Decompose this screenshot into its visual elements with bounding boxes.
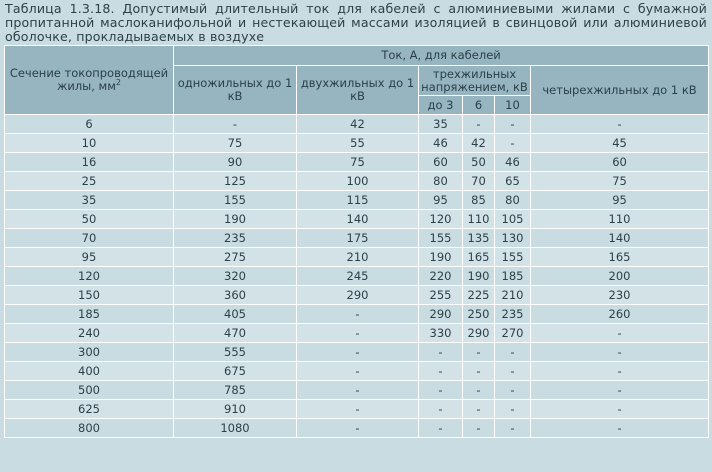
section-header-exponent: 2 (115, 78, 122, 88)
four-core-cell: 75 (531, 172, 709, 191)
two-core-cell: 100 (297, 172, 419, 191)
two-core-cell: - (297, 362, 419, 381)
three-core-6-cell: 135 (463, 229, 495, 248)
two-core-cell: 42 (297, 115, 419, 134)
single-core-header: одножильных до 1 кВ (174, 66, 297, 115)
two-core-cell: 290 (297, 286, 419, 305)
table-row (5, 153, 709, 172)
single-core-cell: 275 (174, 248, 297, 267)
three-core-10-cell: - (495, 362, 531, 381)
two-core-cell: 245 (297, 267, 419, 286)
three-core-6-header: 6 (463, 96, 495, 115)
three-core-6-cell: 190 (463, 267, 495, 286)
table-row (5, 172, 709, 191)
three-core-10-cell: 80 (495, 191, 531, 210)
three-core-6-cell: 290 (463, 324, 495, 343)
single-core-cell: 785 (174, 381, 297, 400)
three-core-up-to-3-cell: 80 (419, 172, 463, 191)
section-header-label: Сечение токопроводящей жилы, мм (9, 66, 169, 93)
table-row (5, 305, 709, 324)
four-core-cell: - (531, 324, 709, 343)
three-core-up-to-3-cell: 155 (419, 229, 463, 248)
table-body (5, 115, 709, 438)
three-core-up-to-3-cell: - (419, 343, 463, 362)
four-core-cell: 45 (531, 134, 709, 153)
four-core-cell: 60 (531, 153, 709, 172)
single-core-cell: 675 (174, 362, 297, 381)
two-core-cell: - (297, 400, 419, 419)
single-core-cell: 90 (174, 153, 297, 172)
three-core-6-cell: - (463, 381, 495, 400)
three-core-6-cell: 110 (463, 210, 495, 229)
four-core-cell: 110 (531, 210, 709, 229)
table-row (5, 115, 709, 134)
two-core-cell: 55 (297, 134, 419, 153)
three-core-6-cell: 42 (463, 134, 495, 153)
three-core-10-cell: 105 (495, 210, 531, 229)
three-core-up-to-3-cell: 46 (419, 134, 463, 153)
two-core-cell: 175 (297, 229, 419, 248)
three-core-up-to-3-cell: 95 (419, 191, 463, 210)
table-row (5, 362, 709, 381)
three-core-6-cell: 165 (463, 248, 495, 267)
four-core-cell: - (531, 362, 709, 381)
two-core-cell: - (297, 343, 419, 362)
single-core-cell: 190 (174, 210, 297, 229)
three-core-up-to-3-cell: 120 (419, 210, 463, 229)
three-core-10-cell: - (495, 343, 531, 362)
three-core-10-cell: - (495, 419, 531, 438)
three-core-up-to-3-cell: - (419, 381, 463, 400)
four-core-cell: - (531, 343, 709, 362)
three-core-10-cell: - (495, 381, 531, 400)
section-cell: 25 (5, 172, 174, 191)
section-cell: 6 (5, 115, 174, 134)
two-core-cell: - (297, 305, 419, 324)
table-row (5, 229, 709, 248)
table-row (5, 343, 709, 362)
three-core-up-to-3-cell: - (419, 400, 463, 419)
four-core-cell: - (531, 381, 709, 400)
three-core-up-to-3-cell: - (419, 362, 463, 381)
section-cell: 400 (5, 362, 174, 381)
four-core-cell: 260 (531, 305, 709, 324)
table-row (5, 191, 709, 210)
three-core-6-cell: 85 (463, 191, 495, 210)
table-row (5, 267, 709, 286)
two-core-cell: - (297, 324, 419, 343)
section-cell: 10 (5, 134, 174, 153)
three-core-6-cell: - (463, 362, 495, 381)
single-core-cell: 320 (174, 267, 297, 286)
table-row (5, 134, 709, 153)
table-row (5, 248, 709, 267)
three-core-up-to-3-cell: - (419, 419, 463, 438)
three-core-6-cell: - (463, 343, 495, 362)
three-core-10-cell: 235 (495, 305, 531, 324)
single-core-cell: 405 (174, 305, 297, 324)
two-core-cell: 210 (297, 248, 419, 267)
two-core-cell: 115 (297, 191, 419, 210)
three-core-10-cell: 185 (495, 267, 531, 286)
three-core-10-cell: - (495, 400, 531, 419)
section-cell: 300 (5, 343, 174, 362)
three-core-6-cell: 225 (463, 286, 495, 305)
three-core-up-to-3-cell: 35 (419, 115, 463, 134)
four-core-cell: 200 (531, 267, 709, 286)
table-row (5, 286, 709, 305)
table-row (5, 210, 709, 229)
three-core-up-to-3-cell: 190 (419, 248, 463, 267)
three-core-6-cell: 70 (463, 172, 495, 191)
four-core-cell: - (531, 400, 709, 419)
current-table (4, 45, 709, 438)
three-core-10-header: 10 (495, 96, 531, 115)
section-cell: 240 (5, 324, 174, 343)
two-core-cell: - (297, 419, 419, 438)
section-cell: 16 (5, 153, 174, 172)
four-core-cell: 165 (531, 248, 709, 267)
three-core-10-cell: - (495, 134, 531, 153)
three-core-10-cell: 65 (495, 172, 531, 191)
table-row (5, 400, 709, 419)
single-core-cell: 470 (174, 324, 297, 343)
single-core-cell: 235 (174, 229, 297, 248)
single-core-cell: - (174, 115, 297, 134)
three-core-up-to-3-cell: 60 (419, 153, 463, 172)
section-cell: 500 (5, 381, 174, 400)
three-core-10-cell: 130 (495, 229, 531, 248)
single-core-cell: 1080 (174, 419, 297, 438)
four-core-cell: - (531, 419, 709, 438)
single-core-cell: 75 (174, 134, 297, 153)
four-core-cell: - (531, 115, 709, 134)
four-core-cell: 140 (531, 229, 709, 248)
table-row (5, 381, 709, 400)
section-cell: 70 (5, 229, 174, 248)
section-cell: 800 (5, 419, 174, 438)
section-cell: 185 (5, 305, 174, 324)
single-core-cell: 910 (174, 400, 297, 419)
three-core-6-cell: - (463, 115, 495, 134)
four-core-cell: 230 (531, 286, 709, 305)
three-core-10-cell: 155 (495, 248, 531, 267)
three-core-6-cell: - (463, 400, 495, 419)
two-core-cell: 140 (297, 210, 419, 229)
three-core-up-to-3-cell: 255 (419, 286, 463, 305)
two-core-header: двухжильных до 1 кВ (297, 66, 419, 115)
three-core-10-cell: 46 (495, 153, 531, 172)
section-cell: 95 (5, 248, 174, 267)
table-row (5, 419, 709, 438)
three-core-10-cell: - (495, 115, 531, 134)
single-core-cell: 155 (174, 191, 297, 210)
table-caption: Таблица 1.3.18. Допустимый длительный ток для кабелей с алюминиевыми жилами с бумажной пропитанной маслоканифольной и нестекающей массами изоляцией в свинцовой или алюминиевой оболочке, прокладываемых в воздухе (5, 1, 707, 44)
three-core-up-to-3-cell: 330 (419, 324, 463, 343)
two-core-cell: 75 (297, 153, 419, 172)
two-core-cell: - (297, 381, 419, 400)
section-header (5, 46, 174, 115)
three-core-10-cell: 270 (495, 324, 531, 343)
three-core-6-cell: 50 (463, 153, 495, 172)
single-core-cell: 555 (174, 343, 297, 362)
single-core-cell: 360 (174, 286, 297, 305)
section-cell: 625 (5, 400, 174, 419)
three-core-header: трехжильных напряжением, кВ (419, 66, 531, 96)
four-core-cell: 95 (531, 191, 709, 210)
section-cell: 120 (5, 267, 174, 286)
three-core-6-cell: - (463, 419, 495, 438)
table-row (5, 324, 709, 343)
four-core-header: четырехжильных до 1 кВ (531, 66, 709, 115)
three-core-up-to-3-header: до 3 (419, 96, 463, 115)
current-header: Ток, А, для кабелей (174, 46, 709, 66)
three-core-10-cell: 210 (495, 286, 531, 305)
section-cell: 35 (5, 191, 174, 210)
three-core-up-to-3-cell: 290 (419, 305, 463, 324)
single-core-cell: 125 (174, 172, 297, 191)
three-core-6-cell: 250 (463, 305, 495, 324)
section-cell: 50 (5, 210, 174, 229)
three-core-up-to-3-cell: 220 (419, 267, 463, 286)
section-cell: 150 (5, 286, 174, 305)
